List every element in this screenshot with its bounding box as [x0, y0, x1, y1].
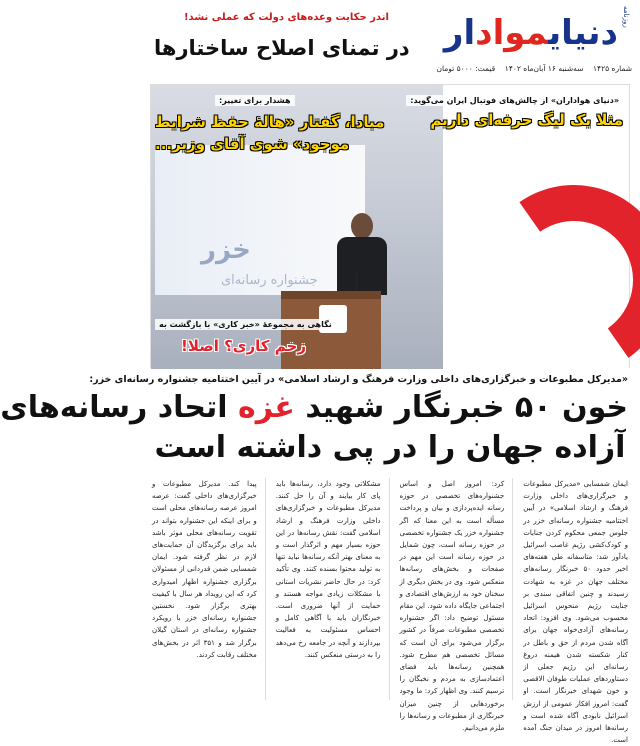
article-column-4: پیدا کند. مدیرکل مطبوعات و خبرگزاری‌های داخلی گفت: عرصه امروز عرصه رسانه‌های محلی است و برای اینکه این جشنواره بتواند در تقویت رسانه‌های محلی موثر باشد باید برای برگزیدگان آن حمایت‌های لازم در نظر گرفته شود. ایمان شمسایی ضمن قدردانی از مسئولان برگزاری جشنواره اظهار امیدواری کرد که این رویداد هر سال با کیفیت بهتری برگزار شود. نخستین جشنواره رسانه‌ای خزر با رویکرد جشنواره رسانه‌ای در استان گیلان برگزار شد و ۳۵۱ اثر در بخش‌های مختلف رقابت کردند. [152, 478, 266, 700]
lead-headline-part2: اتحاد رسانه‌های [0, 390, 239, 425]
lead-headline-line2: آزاده جهان را در پی داشته است [154, 430, 626, 465]
article-column-2: کرد: امروز اصل و اساس جشنواره‌های تخصصی در حوزه رسانه ایده‌پردازی و بیان و پرداخت مسأله است به این معنا که اگر جشنواره خزر یک جشنواره تخصصی در حوزه رسانه است، چون شمایل در حوزه رسانه است این مهم در صفحات و بخش‌های رسانه‌ها منعکس شود. وی در بخش دیگری از سخنان خود به ارزش‌های اقتصادی و اجتماعی جایگاه داده شود. این مقام مسئول توضیح داد: اگر جشنواره تخصصی مطبوعات صرفاً در کشور برگزار می‌شود برای آن است که مسائل تخصصی هم مطرح شود. همچنین رسانه‌ها باید فضای اعتمادسازی به مردم و نخبگان را ترسیم کنند. وی اظهار کرد: ما وجود برخوردهایی از چنین میزان خبرنگاری از مطبوعات و رسانه‌ها را ملزم می‌دانیم. [400, 478, 514, 700]
bottom-story-kicker: نگاهی به مجموعهٔ «خبر کاری» با بازگشت به [155, 319, 336, 330]
banner-subtext: جشنواره رسانه‌ای [221, 273, 318, 288]
logo-word-1: دنیای [548, 13, 618, 53]
left-story-headline-line1: مبادا، گفتار «هالهٔ حفظ شرایط [155, 113, 385, 131]
left-story-kicker: هشدار برای تغییر: [215, 95, 295, 106]
hero-photo [150, 84, 630, 368]
microphone-icon [355, 271, 358, 293]
lead-kicker: «مدیرکل مطبوعات و خبرگزاری‌های داخلی وزارت فرهنگ و ارشاد اسلامی» در آیین اختتامیه جشنواره رسانه‌ای خزر: [89, 374, 628, 385]
lead-headline-part1: خون ۵۰ خبرنگار شهید [294, 390, 628, 425]
right-story-kicker: «دنیای هواداران» از چالش‌های فوتبال ایران می‌گوید: [406, 95, 623, 106]
banner-text: خزر [201, 235, 251, 265]
left-story-headline-line2: موجود» شوی آقای وزیر... [155, 135, 350, 153]
speaker-figure [329, 205, 395, 295]
article-column-3: مشکلاتی وجود دارد، رسانه‌ها باید پای کار بیایند و آن را حل کنند. مدیرکل مطبوعات و خبرگزاری‌های داخلی وزارت فرهنگ و ارشاد اسلامی گفت: نقش رسانه‌ها در این حوزه بسیار مهم و اثرگذار است و به معنای بهتر آنکه رسانه‌ها نباید تنها به تولید محتوا بسنده کنند. وی تأکید کرد: در حال حاضر نشریات استانی با مشکلات زیادی مواجه هستند و حمایت از آنها ضروری است. خبرنگاران باید با آگاهی کامل و احساس مسئولیت به فعالیت بپردازند و آنچه در جامعه رخ می‌دهد را به درستی منعکس کنند. [276, 478, 390, 700]
logo-word-2: مواد [475, 13, 549, 53]
masthead [140, 0, 640, 78]
article-columns [152, 478, 629, 745]
logo-title [444, 8, 618, 58]
bottom-story-headline: زخم کاری؟ اصلا! [181, 337, 306, 355]
right-story-headline: مثلا یک لیگ حرفه‌ای داریم [430, 111, 623, 129]
issue-price: قیمت: ۵۰۰۰ تومان [436, 64, 496, 73]
speaker-head [351, 213, 373, 239]
top-story-kicker: اندر حکایت وعده‌های دولت که عملی نشد! [184, 12, 389, 23]
speaker-body [337, 237, 387, 295]
newspaper-logo [432, 6, 632, 64]
issue-info [432, 64, 632, 73]
flag-emblem-shape [464, 170, 640, 390]
logo-word-3: ار [443, 13, 476, 53]
issue-date: سه‌شنبه ۱۶ آبان‌ماه ۱۴۰۲ [504, 64, 584, 73]
top-story-headline: در تمنای اصلاح ساختارها [154, 36, 410, 60]
lead-headline-highlight: غزه [238, 390, 295, 425]
issue-number: شماره ۱۴۲۵ [593, 64, 632, 73]
article-column-1: ایمان شمسایی «مدیرکل مطبوعات و خبرگزاری‌های داخلی وزارت فرهنگ و ارشاد اسلامی» در آیین اختتامیه جشنواره رسانه‌ای خزر در جلوس جمعی محکوم کردن جنایات و کودک‌کشی رژیم غاصب اسرائیل یادآور شد: متاسفانه طی هفته‌های اخیر حدود ۵۰ خبرنگار رسانه‌های مختلف جهان در غزه به شهادت رسیدند و چنین اتفاقی سندی بر جنایت رژیم منحوس اسرائیل محسوب می‌شود. وی افزود: اتحاد رسانه‌های آزادی‌خواه جهان برای آگاه شدن مردم از حق و باطل در کنار شکسته شدن هیمنه دروغ رسانه‌ای این رژیم جعلی از دستاوردهای عملیات طوفان الاقصی و خون شهدای خبرنگار است. او گفت: امروز افکار عمومی از ارزش اسرائیل نابودی آگاه شده است و رسانه‌ها امروز در میدان جنگ آمده است. [523, 480, 629, 745]
lead-headline-line1 [0, 388, 628, 428]
logo-pretitle: روزنامه [622, 6, 630, 28]
